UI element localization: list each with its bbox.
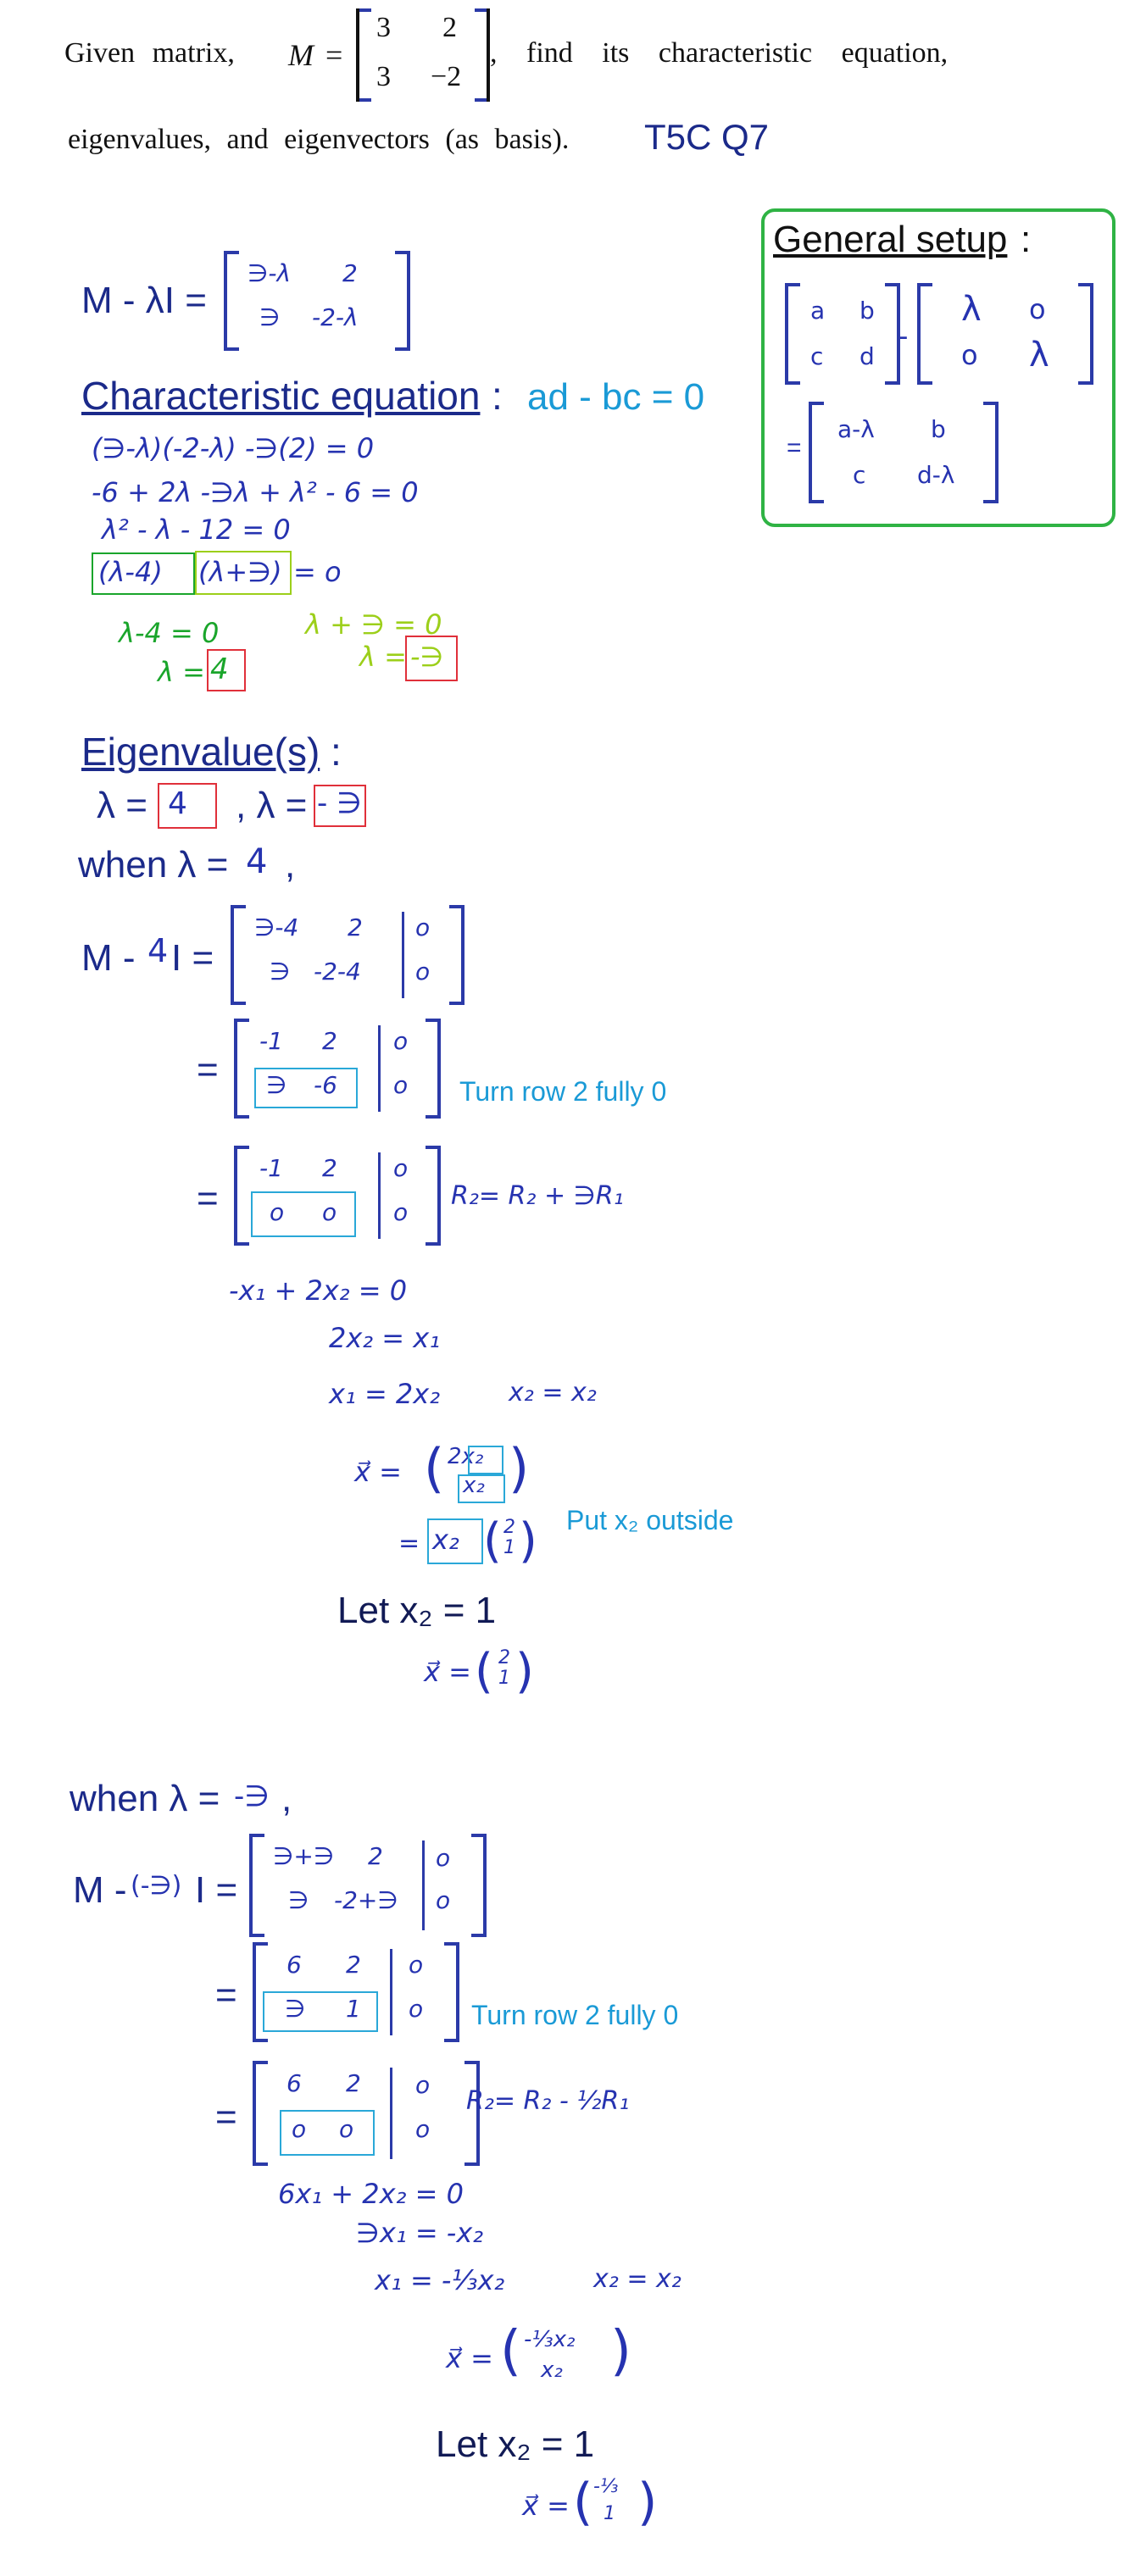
case2-let: Let x₂ = 1 (436, 2423, 595, 2465)
root-1-equation: λ-4 = 0 (119, 617, 220, 649)
char-eq-formula: ad - bc = 0 (527, 376, 705, 418)
setup-title: General setup (773, 219, 1008, 260)
root-1-value: 4 (210, 652, 229, 686)
setup-matrix-m (785, 283, 900, 385)
case1-eq-2: 2x₂ = x₁ (329, 1322, 441, 1354)
question-line2: eigenvalues, and eigenvectors (as basis). (68, 124, 570, 155)
case1-row-operation: R₂= R₂ + ∋R₁ (451, 1181, 624, 1211)
matrix-name: M (288, 38, 314, 72)
char-eq-title: Characteristic equation (81, 374, 481, 418)
factor-1: (λ-4) (98, 556, 163, 588)
case2-final-vector-bottom: 1 (604, 2503, 615, 2524)
general-setup-box: General setup : a b c d - λ o o λ = a-λ b c d-λ (761, 208, 1115, 527)
char-eq-line-2: -6 + 2λ -∋λ + λ² - 6 = 0 (92, 476, 419, 508)
case2-eq-2: ∋x₁ = -x₂ (356, 2217, 484, 2249)
eigenvalue-2: - ∋ (317, 786, 362, 820)
case1-note-x2-outside: Put x₂ outside (566, 1505, 734, 1535)
question-tag: T5C Q7 (644, 117, 770, 157)
question-suffix: , find its characteristic equation, (490, 37, 949, 69)
m-minus-label: M - λI = (81, 280, 207, 321)
eigenvalues-title: Eigenvalue(s) (81, 730, 320, 774)
case2-final-vector-top: -⅓ (593, 2476, 619, 2497)
case1-note-turn-row: Turn row 2 fully 0 (459, 1076, 667, 1107)
case2-row-operation: R₂= R₂ - ½R₁ (466, 2086, 630, 2116)
case1-lambda: 4 (246, 842, 268, 881)
case1-eq-1: -x₁ + 2x₂ = 0 (229, 1274, 408, 1307)
case2-note-turn-row: Turn row 2 fully 0 (471, 2000, 679, 2030)
case2-eq-1: 6x₁ + 2x₂ = 0 (278, 2178, 464, 2210)
case1-eq-3: x₁ = 2x₂ (329, 1378, 441, 1410)
char-eq-line-3: λ² - λ - 12 = 0 (102, 514, 291, 546)
case2-lambda: -∋ (234, 1779, 270, 1813)
factor-2: (λ+∋) (198, 556, 282, 588)
case1-final-vector-bottom: 1 (498, 1668, 510, 1689)
setup-matrix-lambda (917, 283, 1093, 385)
root-2-equation: λ + ∋ = 0 (305, 608, 442, 641)
case2-eq-3: x₁ = -⅓x₂ (375, 2264, 505, 2296)
question-prefix: Given matrix, (64, 37, 235, 69)
case1-final-vector-top: 2 (498, 1647, 510, 1668)
case1-let: Let x₂ = 1 (337, 1590, 497, 1631)
root-2-value: -∋ (410, 641, 444, 673)
eigenvalue-1: 4 (168, 786, 187, 821)
case1-factored-scalar: x₂ (432, 1524, 459, 1556)
char-eq-line-1: (∋-λ)(-2-λ) -∋(2) = 0 (92, 432, 375, 464)
